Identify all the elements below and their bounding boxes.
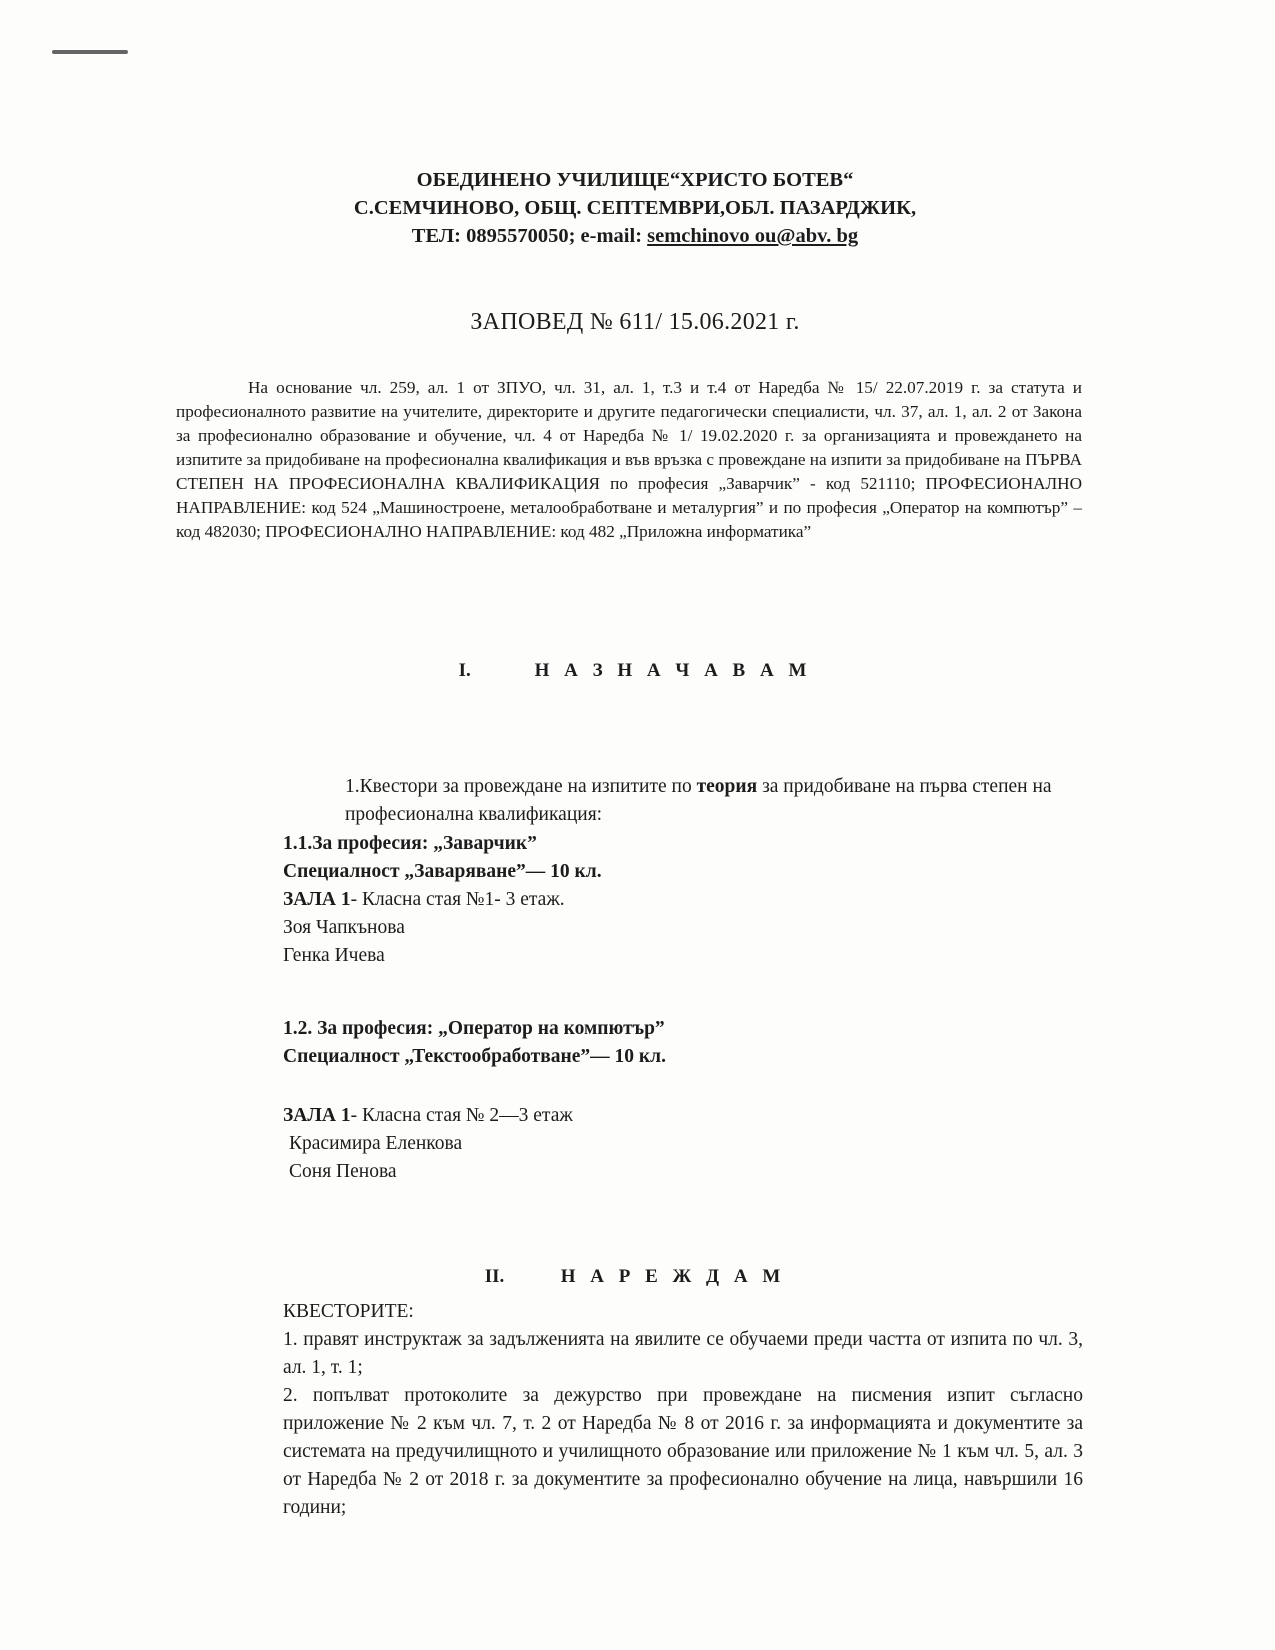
legal-basis (176, 376, 1082, 544)
school-phone: ТЕЛ: 0895570050; e-mail: (411, 225, 648, 247)
order-title: ЗАПОВЕД № 611/ 15.06.2021 г. (470, 309, 800, 335)
group-specialty: Специалност „Заваряване”— 10 кл. (283, 861, 602, 882)
section-1-intro: 1.Квестори за провеждане на изпитите по теория за придобиване на първа степен на професионална квалификация: (345, 776, 1052, 825)
group-welder (283, 830, 1083, 970)
instruction-item: 1. правят инструктаж за задълженията на явилите се обучаеми преди частта от изпита по чл. 3, ал. 1, т. 1; (283, 1329, 1083, 1378)
group-hall (283, 886, 1083, 914)
section-1-heading (200, 660, 1070, 682)
section-1-number: I. (458, 660, 471, 681)
proctor-name: Соня Пенова (289, 1161, 397, 1182)
section-2-number: II. (484, 1266, 505, 1287)
proctor-name: Красимира Еленкова (289, 1133, 463, 1154)
section-2-subject: КВЕСТОРИТЕ: (283, 1301, 414, 1322)
hall-text: - Класна стая №1- 3 етаж. (350, 889, 565, 910)
group-profession: 1.1.За професия: „Заварчик” (283, 833, 537, 854)
legal-basis-text: На основание чл. 259, ал. 1 от ЗПУО, чл. 31, ал. 1, т.3 и т.4 от Наредба № 15/ 22.07.2019 г. за статута и професионалното развитие на учителите, директорите и другите педагогически специалисти, чл. 37, ал. 1, ал. 2 от Закона за професионално образование и обучение, чл. 4 от Наредба № 1/ 19.02.2020 г. за организацията и провеждането на изпитите за придобиване на професионална квалификация и във връзка с провеждане на изпити за придобиване на ПЪРВА СТЕПЕН НА ПРОФЕСИОНАЛНА КВАЛИФИКАЦИЯ по професия „Заварчик” - код 521110; ПРОФЕСИОНАЛНО НАПРАВЛЕНИЕ: код 524 „Машиностроене, металообработване и металургия” и по професия „Оператор на компютър” – код 482030; ПРОФЕСИОНАЛНО НАПРАВЛЕНИЕ: код 482 „Приложна информатика” (176, 378, 1082, 541)
group-hall (283, 1102, 1083, 1130)
section-2-body (283, 1298, 1083, 1522)
group-computer-operator (283, 1015, 1083, 1071)
school-contacts (200, 222, 1070, 250)
proctor-name: Зоя Чапкънова (283, 917, 405, 938)
school-header (200, 166, 1070, 250)
hall-label: ЗАЛА 1 (283, 1105, 351, 1126)
school-email-link[interactable]: semchinovo ou@abv. bg (647, 225, 859, 247)
school-address: С.СЕМЧИНОВО, ОБЩ. СЕПТЕМВРИ,ОБЛ. ПАЗАРДЖИК, (353, 197, 917, 219)
proctor-name: Генка Ичева (283, 945, 385, 966)
hall-label: ЗАЛА 1 (283, 889, 351, 910)
group-specialty: Специалност „Текстообработване”— 10 кл. (283, 1046, 666, 1067)
section-2-heading (200, 1266, 1070, 1288)
school-name: ОБЕДИНЕНО УЧИЛИЩЕ“ХРИСТО БОТЕВ“ (416, 169, 854, 191)
instruction-item: 2. попълват протоколите за дежурство при провеждане на писмения изпит съгласно приложение № 2 към чл. 7, т. 2 от Наредба № 8 от 2016 г. за информацията и документите за системата на предучилищното и училищното образование или приложение № 1 към чл. 5, ал. 3 от Наредба № 2 от 2018 г. за документите за професионално обучение на лица, навършили 16 години; (283, 1385, 1083, 1518)
intro-emphasis: теория (696, 776, 758, 797)
section-1-title: Н А З Н А Ч А В А М (534, 660, 812, 681)
scan-mark (52, 50, 128, 54)
hall-text: - Класна стая № 2—3 етаж (350, 1105, 573, 1126)
group-profession: 1.2. За професия: „Оператор на компютър” (283, 1018, 665, 1039)
section-2-title: Н А Р Е Ж Д А М (560, 1266, 786, 1287)
group-computer-operator-hall (283, 1102, 1083, 1186)
